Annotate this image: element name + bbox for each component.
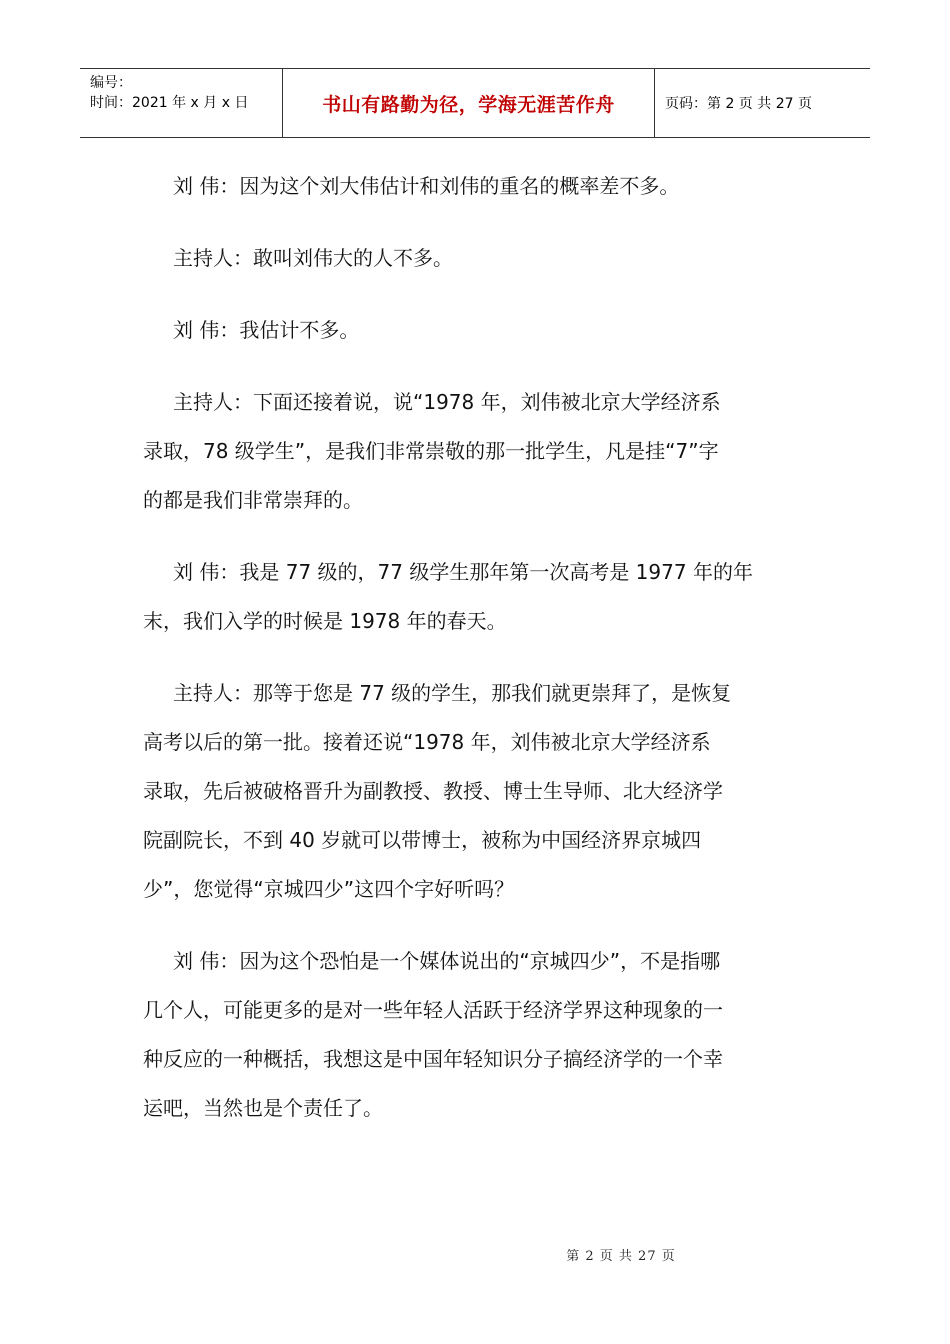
paragraph <box>143 669 811 914</box>
paragraph <box>143 234 811 283</box>
text-line: 录取，先后被破格晋升为副教授、教授、博士生导师、北大经济学 <box>143 779 723 803</box>
footer-page-number: 第 2 页 共 27 页 <box>566 1249 676 1264</box>
text-line: 运吧，当然也是个责任了。 <box>143 1096 383 1120</box>
paragraph <box>143 937 811 1133</box>
text-line: 的都是我们非常崇拜的。 <box>143 488 363 512</box>
text-line: 刘 伟：我是 77 级的，77 级学生那年第一次高考是 1977 年的年 <box>173 560 753 584</box>
text-line: 主持人：那等于您是 77 级的学生，那我们就更崇拜了，是恢复 <box>173 681 732 705</box>
text-line: 刘 伟：我估计不多。 <box>173 318 360 342</box>
text-line: 主持人：下面还接着说，说“1978 年，刘伟被北京大学经济系 <box>173 390 721 414</box>
paragraph <box>143 306 811 355</box>
document-date-label: 时间：2021 年 x 月 x 日 <box>90 95 249 111</box>
paragraph <box>143 548 811 646</box>
header-motto: 书山有路勤为径，学海无涯苦作舟 <box>283 69 655 137</box>
paragraph <box>143 162 811 211</box>
text-line: 刘 伟：因为这个刘大伟估计和刘伟的重名的概率差不多。 <box>173 174 680 198</box>
text-line: 几个人，可能更多的是对一些年轻人活跃于经济学界这种现象的一 <box>143 998 723 1022</box>
text-line: 种反应的一种概括，我想这是中国年轻知识分子搞经济学的一个幸 <box>143 1047 723 1071</box>
text-line: 录取，78 级学生”，是我们非常崇敬的那一批学生，凡是挂“7”字 <box>143 439 719 463</box>
text-line: 末，我们入学的时候是 1978 年的春天。 <box>143 609 507 633</box>
page-header <box>80 68 870 138</box>
paragraph <box>143 378 811 525</box>
text-line: 院副院长，不到 40 岁就可以带博士，被称为中国经济界京城四 <box>143 828 702 852</box>
text-line: 主持人：敢叫刘伟大的人不多。 <box>173 246 453 270</box>
header-meta <box>80 69 283 137</box>
document-body <box>143 162 811 1156</box>
text-line: 少”，您觉得“京城四少”这四个字好听吗？ <box>143 877 515 901</box>
text-line: 刘 伟：因为这个恐怕是一个媒体说出的“京城四少”，不是指哪 <box>173 949 721 973</box>
page-footer <box>0 1245 950 1264</box>
header-page-info: 页码：第 2 页 共 27 页 <box>665 96 812 112</box>
text-line: 高考以后的第一批。接着还说“1978 年，刘伟被北京大学经济系 <box>143 730 711 754</box>
document-number-label: 编号： <box>90 75 132 91</box>
